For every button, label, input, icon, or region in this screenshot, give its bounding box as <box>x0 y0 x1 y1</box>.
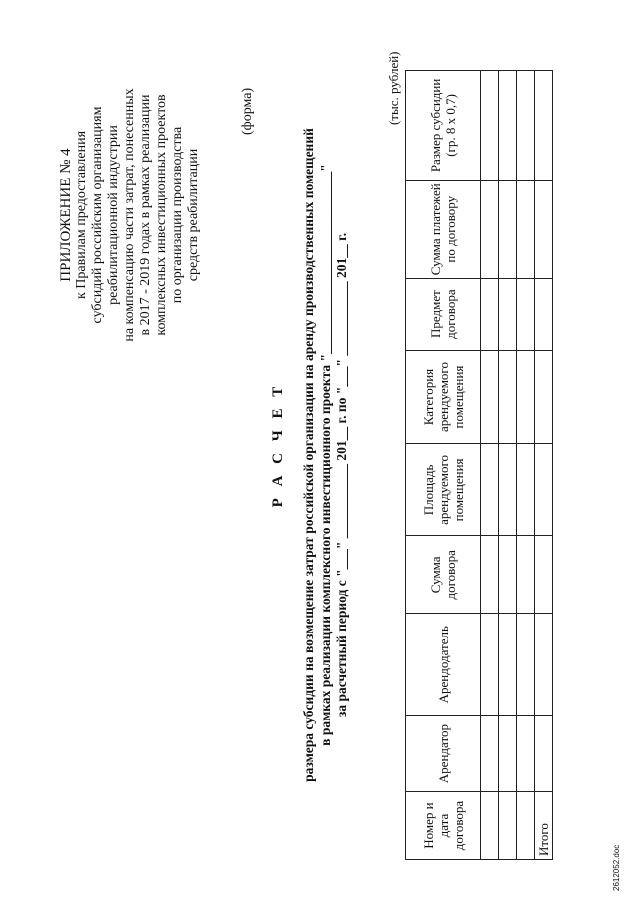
appendix-line: по организации производства <box>170 126 185 304</box>
column-header: Сумма платежей по договору <box>406 180 481 278</box>
column-header: Номер и дата договора <box>406 792 481 860</box>
document-title: Р А С Ч Е Т <box>270 382 286 508</box>
table-cell <box>481 792 499 860</box>
table-cell <box>481 350 499 444</box>
table-cell <box>481 278 499 350</box>
column-header: Предмет договора <box>406 278 481 350</box>
table-total-row <box>535 71 553 860</box>
table-cell <box>535 536 553 614</box>
table-cell <box>535 444 553 536</box>
table-cell <box>517 350 535 444</box>
table-cell <box>535 614 553 716</box>
table-cell <box>535 71 553 181</box>
table-cell <box>481 444 499 536</box>
column-header: Размер субсидии (гр. 8 x 0,7) <box>406 71 481 181</box>
table-cell <box>517 180 535 278</box>
table-row <box>481 71 499 860</box>
form-label: (форма) <box>240 87 255 135</box>
table-cell <box>517 71 535 181</box>
table-cell <box>535 350 553 444</box>
table-cell <box>535 278 553 350</box>
table-cell <box>481 716 499 792</box>
table-cell <box>499 444 517 536</box>
table-cell <box>481 71 499 181</box>
table-cell <box>517 792 535 860</box>
appendix-line: средств реабилитации <box>186 148 201 282</box>
column-header: Арендодатель <box>406 614 481 716</box>
table-cell <box>535 716 553 792</box>
total-label: Итого <box>535 792 553 860</box>
period-line: за расчетный период с "___" ___________ 201__ г. по "___" ___________ 201__ г. <box>334 232 349 718</box>
units-label: (тыс. рублей) <box>386 51 401 125</box>
appendix-line: в 2017 - 2019 годах в рамках реализации <box>138 94 153 336</box>
appendix-line: субсидий российским организациям <box>90 106 105 324</box>
column-header: Арендатор <box>406 716 481 792</box>
table-cell <box>517 614 535 716</box>
table-cell <box>517 444 535 536</box>
column-header: Площадь арендуемого помещения <box>406 444 481 536</box>
table-cell <box>499 716 517 792</box>
table-cell <box>517 716 535 792</box>
table-cell <box>481 614 499 716</box>
table-cell <box>535 180 553 278</box>
column-header: Категория арендуемого помещения <box>406 350 481 444</box>
table-row <box>517 71 535 860</box>
table-header-row <box>406 71 481 860</box>
appendix-line: на компенсацию части затрат, понесенных <box>122 88 137 342</box>
table-cell <box>499 278 517 350</box>
table-cell <box>499 180 517 278</box>
table-cell <box>499 536 517 614</box>
table-cell <box>481 536 499 614</box>
table-cell <box>499 350 517 444</box>
table-cell <box>517 278 535 350</box>
table-cell <box>481 180 499 278</box>
table-cell <box>499 792 517 860</box>
document-subtitle <box>300 75 334 835</box>
table-cell <box>499 71 517 181</box>
appendix-line: комплексных инвестиционных проектов <box>154 94 169 336</box>
table-cell <box>517 536 535 614</box>
table-row <box>499 71 517 860</box>
appendix-heading: ПРИЛОЖЕНИЕ № 4 <box>58 148 74 282</box>
table-cell <box>499 614 517 716</box>
subtitle-line: в рамках реализации комплексного инвестиционного проекта "___________________________" <box>318 164 333 746</box>
document-reference: 2612052.doc <box>612 844 621 891</box>
appendix-block <box>58 80 202 350</box>
appendix-line: реабилитационной индустрии <box>106 125 121 305</box>
subtitle-line: размера субсидии на возмещение затрат российской организации на аренду производственных помещений <box>301 128 316 782</box>
calculation-table <box>405 70 553 860</box>
column-header: Сумма договора <box>406 536 481 614</box>
appendix-line: к Правилам предоставления <box>74 130 89 300</box>
